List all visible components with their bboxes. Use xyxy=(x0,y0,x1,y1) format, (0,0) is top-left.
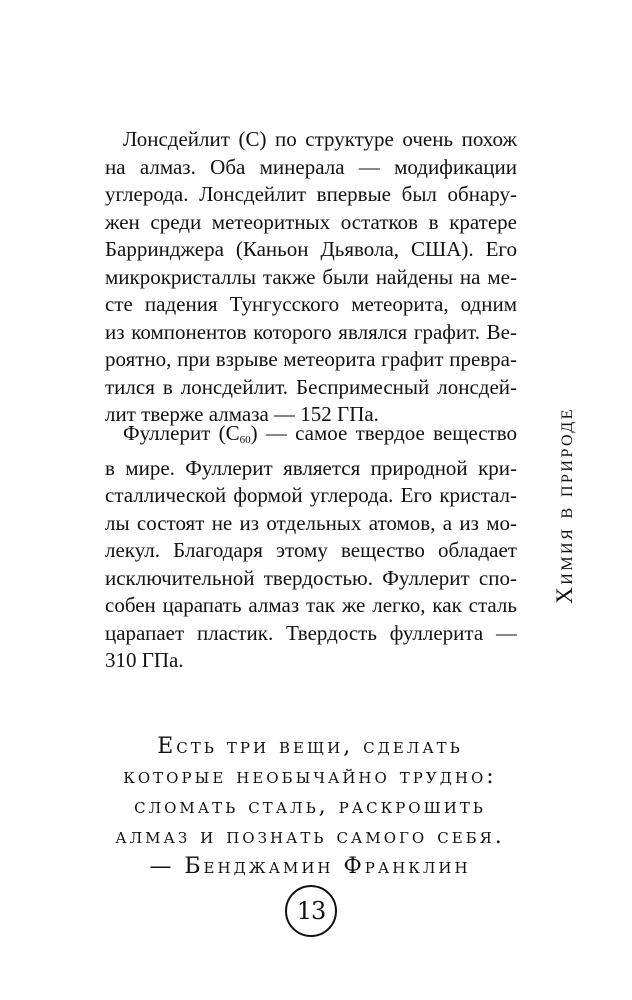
paragraph-line: царапает пластик. Твердость фуллерита — xyxy=(105,620,517,645)
paragraph-line: на алмаз. Оба минерала — модификации xyxy=(105,154,517,179)
paragraph-line: роятно, при взрыве метеорита графит превра- xyxy=(105,347,517,371)
paragraph-line: лит тверже алмаза — 152 ГПа. xyxy=(105,402,379,426)
paragraph-line: сталлической формой углерода. Его кристал- xyxy=(105,483,517,507)
paragraph-line: Лонсдейлит (С) по структуре очень похож xyxy=(123,127,517,151)
quote-line: алмаз и познать самого себя. xyxy=(115,824,505,849)
quote-line: сломать сталь, раскрошить xyxy=(134,794,486,819)
paragraph-line: тился в лонсдейлит. Беспримесный лонсдей- xyxy=(105,374,517,399)
paragraph-text: ) — самое твердое вещество xyxy=(250,421,517,445)
paragraph-line: лекул. Благодаря этому вещество обладает xyxy=(105,538,517,562)
paragraph-line xyxy=(105,420,517,455)
paragraph-line: в мире. Фуллерит является природной кри- xyxy=(105,455,517,480)
quote-line: Есть три вещи, сделать xyxy=(157,734,463,759)
paragraph-line: углерода. Лонсдейлит впервые был обнару- xyxy=(105,182,517,206)
paragraph-line: из компонентов которого являлся графит. Ве- xyxy=(105,319,517,344)
paragraph-fullerite xyxy=(105,420,517,675)
quote-line: которые необычайно трудно: xyxy=(123,764,497,789)
paragraph-line: собен царапать алмаз так же легко, как сталь xyxy=(105,593,517,617)
paragraph-line: 310 ГПа. xyxy=(105,648,184,672)
paragraph-line: сте падения Тунгусского метеорита, одним xyxy=(105,292,517,316)
running-header xyxy=(535,380,595,630)
paragraph-line: Барринджера (Каньон Дьявола, США). Его xyxy=(105,237,517,261)
paragraph-line: исключительной твердостью. Фуллерит спо- xyxy=(105,565,517,590)
paragraph-line: микрокристаллы также были найдены на ме- xyxy=(105,264,517,289)
paragraph-text: Фуллерит (С xyxy=(123,421,240,445)
epigraph-quote xyxy=(100,732,520,882)
running-header-text: Химия в природе xyxy=(552,406,577,604)
subscript-60: 60 xyxy=(239,434,251,446)
paragraph-line: лы состоят не из отдельных атомов, а из мо- xyxy=(105,510,517,535)
paragraph-lonsdaleite xyxy=(105,126,517,429)
quote-author: — Бенджамин Франклин xyxy=(149,854,471,879)
paragraph-line: жен среди метеоритных остатков в кратере xyxy=(105,209,517,234)
page-number: 13 xyxy=(285,885,337,937)
